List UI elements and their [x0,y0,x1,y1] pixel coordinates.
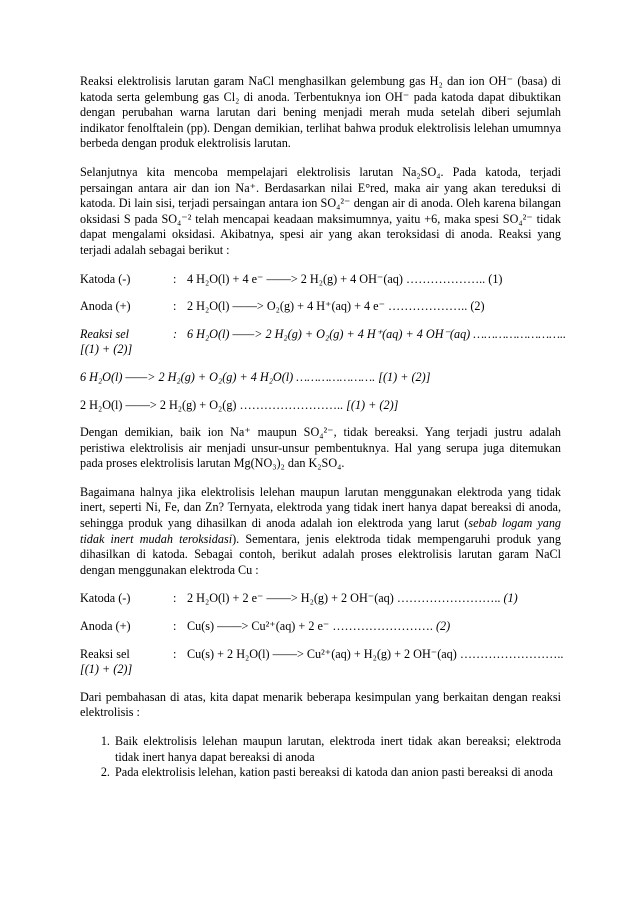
equation-reference: [(1) + (2)] [80,342,133,357]
paragraph-nacl-electrolysis: Reaksi elektrolisis larutan garam NaCl menghasilkan gelembung gas H₂ dan ion OH⁻ (basa) di katoda serta gelembung gas Cl₂ di anoda. Terbentuknya ion OH⁻ pada katoda dapat dibuktikan dengan perubahan warna larutan dari bening menjadi merah muda setelah diberi sejumlah indikator fenolftalein (pp). Dengan demikian, terlihat bahwa produk elektrolisis lelehan umumnya berbeda dengan produk elektrolisis larutan. [80,74,561,151]
equation-colon: : [173,326,178,341]
list-item: 2. Pada elektrolisis lelehan, kation pasti bereaksi di katoda dan anion pasti bereaksi di anoda [113,765,561,781]
equation-label: Anoda (+) [80,299,131,314]
paragraph-non-inert-electrode: Bagaimana halnya jika elektrolisis lelehan maupun larutan menggunakan elektroda yang tidak inert, seperti Ni, Fe, dan Zn? Ternyata, elektroda yang tidak inert hanya dapat bereaksi di anoda, sehingga produk yang dihasilkan di anoda adalah ion elektroda yang larut (sebab logam yang tidak inert mudah teroksidasi). Sementara, jenis elektroda tidak mempengaruhi produk yang dihasilkan di katoda. Sebagai contoh, berikut adalah proses elektrolisis larutan garam NaCl dengan menggunakan elektroda Cu : [80,484,562,577]
equation-label: Anoda (+) [80,619,131,634]
equation-colon: : [173,591,177,606]
equation-body: 2 H₂O(l) + 2 e⁻ ——> H₂(g) + 2 OH⁻(aq) …………………….. (1) [187,591,518,606]
equation-body: Cu(s) ——> Cu²⁺(aq) + 2 e⁻ ……………………. (2) [187,619,451,634]
equation-label: Reaksi sel [80,646,130,661]
paragraph-water-electrolysis: Dengan demikian, baik ion Na⁺ maupun SO₄²⁻, tidak bereaksi. Yang terjadi justru adalah peristiwa elektrolisis air menjadi unsur-unsur pembentuknya. Hal yang serupa juga ditemukan pada proses elektrolisis larutan Mg(NO₃)₂ dan K₂SO₄. [80,425,561,471]
equation-body: 4 H₂O(l) + 4 e⁻ ——> 2 H₂(g) + 4 OH⁻(aq) ……………….. (1) [187,271,503,286]
equation-label: Katoda (-) [80,591,131,606]
equation-cell-sum: 6 H₂O(l) ——> 2 H₂(g) + O₂(g) + 4 H₂O(l) …………………. [(1) + (2)] [80,369,431,384]
equation-reference: [(1) + (2)] [80,662,133,677]
paragraph-conclusion-intro: Dari pembahasan di atas, kita dapat menarik beberapa kesimpulan yang berkaitan dengan reaksi elektrolisis : [80,689,561,720]
equation-colon: : [173,646,177,661]
equation-anode-2 [80,619,561,635]
equation-colon: : [173,619,177,634]
list-item: 1. Baik elektrolisis lelehan maupun larutan, elektroda inert tidak akan bereaksi; elektroda tidak inert hanya dapat bereaksi di anoda [113,734,561,765]
equation-label: Katoda (-) [80,271,131,286]
paragraph-na2so4-electrolysis: Selanjutnya kita mencoba mempelajari elektrolisis larutan Na₂SO₄. Pada katoda, terjadi persaingan antara air dan ion Na⁺. Berdasarkan nilai E°red, maka air yang akan tereduksi di katoda. Di lain sisi, terjadi persaingan antara ion SO₄²⁻ dengan air di anoda. Oleh karena bilangan oksidasi S pada SO₄⁻² telah mencapai keadaan maksimumnya, yaitu +6, maka spesi SO₄²⁻ tidak dapat mengalami oksidasi. Akibatnya, spesi air yang akan teroksidasi di anoda. Reaksi yang terjadi adalah sebagai berikut : [80,164,561,257]
equation-cathode-1 [80,272,561,288]
equation-colon: : [173,271,177,286]
conclusion-list [80,734,561,781]
equation-anode-1 [80,299,561,315]
equation-colon: : [173,299,177,314]
equation-cell-simplified [80,398,561,414]
equation-cathode-2 [80,591,561,607]
document-page [80,74,567,781]
equation-body: 2 H₂O(l) ——> 2 H₂(g) + O₂(g) …………………….. [80,397,344,412]
equation-body: Cu(s) + 2 H₂O(l) ——> Cu²⁺(aq) + H₂(g) + 2 OH⁻(aq) …………………….. [187,646,564,661]
equation-label: Reaksi sel [80,326,130,341]
equation-cell-1 [80,326,567,343]
equation-reference: [(1) + (2)] [346,397,399,412]
equation-body: 2 H₂O(l) ——> O₂(g) + 4 H⁺(aq) + 4 e⁻ ……………….. (2) [187,299,485,314]
equation-body: 6 H₂O(l) ——> 2 H₂(g) + O₂(g) + 4 H⁺(aq) + 4 OH⁻(aq) …………………….. [187,326,567,341]
equation-cell-2 [80,646,564,663]
